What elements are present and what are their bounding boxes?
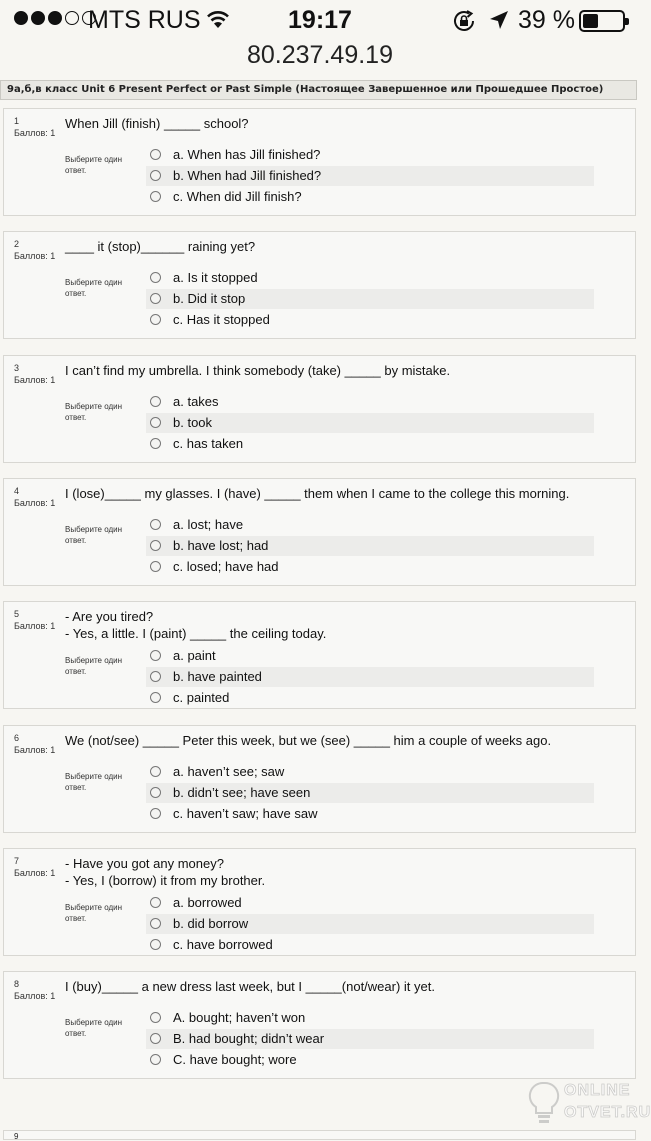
question-number: 7	[14, 856, 20, 866]
question-text	[65, 485, 569, 502]
radio-button[interactable]	[150, 1012, 161, 1023]
answer-instruction: Выберите один ответ.	[65, 155, 123, 175]
question-score: Баллов: 1	[14, 621, 56, 631]
question-score: Баллов: 1	[14, 375, 56, 385]
answer-instruction: Выберите один ответ.	[65, 402, 123, 422]
radio-button[interactable]	[150, 170, 161, 181]
answer-option[interactable]	[146, 893, 594, 913]
radio-button[interactable]	[150, 939, 161, 950]
answer-instruction: Выберите один ответ.	[65, 1018, 123, 1038]
answer-option-label[interactable]: c. losed; have had	[173, 559, 279, 574]
battery-percentage: 39 %	[518, 6, 575, 34]
question-score: Баллов: 1	[14, 251, 56, 261]
question-text-line: When Jill (finish) _____ school?	[65, 116, 249, 131]
radio-button[interactable]	[150, 191, 161, 202]
answer-option-label[interactable]: A. bought; haven’t won	[173, 1010, 306, 1025]
radio-button[interactable]	[150, 540, 161, 551]
answer-option-label[interactable]: b. didn’t see; have seen	[173, 785, 311, 800]
answer-option[interactable]	[146, 268, 594, 288]
radio-button[interactable]	[150, 766, 161, 777]
watermark-line1: ONLINE	[564, 1082, 631, 1099]
radio-button[interactable]	[150, 272, 161, 283]
answer-option[interactable]	[146, 935, 594, 955]
question-card	[3, 601, 636, 709]
question-card	[3, 971, 636, 1079]
question-card-next: 9	[3, 1130, 636, 1140]
answer-option[interactable]	[146, 187, 594, 207]
answer-option-label[interactable]: a. lost; have	[173, 517, 244, 532]
radio-button[interactable]	[150, 650, 161, 661]
question-text-line: I can’t find my umbrella. I think somebody (take) _____ by mistake.	[65, 363, 451, 378]
question-text-line: I (lose)_____ my glasses. I (have) _____ them when I came to the college this morning.	[65, 486, 570, 501]
answer-option-label[interactable]: a. paint	[173, 648, 216, 663]
answer-option-label[interactable]: a. Is it stopped	[173, 270, 258, 285]
radio-button[interactable]	[150, 519, 161, 530]
carrier-name: MTS RUS	[88, 6, 201, 34]
answer-option[interactable]	[146, 434, 594, 454]
question-text	[65, 608, 326, 642]
location-arrow-icon	[488, 9, 510, 38]
answer-option[interactable]	[146, 1008, 594, 1028]
question-number: 1	[14, 116, 20, 126]
answer-instruction: Выберите один ответ.	[65, 903, 123, 923]
radio-button[interactable]	[150, 293, 161, 304]
answer-option[interactable]	[146, 515, 594, 535]
question-text	[65, 115, 249, 132]
answer-option-label[interactable]: a. borrowed	[173, 895, 242, 910]
answer-option[interactable]	[146, 413, 594, 433]
radio-button[interactable]	[150, 787, 161, 798]
question-number: 5	[14, 609, 20, 619]
answer-option-label[interactable]: c. When did Jill finish?	[173, 189, 302, 204]
answer-instruction: Выберите один ответ.	[65, 278, 123, 298]
question-text-line: - Are you tired?	[65, 609, 154, 624]
address-bar[interactable]	[0, 40, 640, 76]
answer-option-label[interactable]: B. had bought; didn’t wear	[173, 1031, 325, 1046]
answer-option-label[interactable]: a. haven’t see; saw	[173, 764, 285, 779]
question-score: Баллов: 1	[14, 745, 56, 755]
quiz-title: 9а,б,в класс Unit 6 Present Perfect or Past Simple (Настоящее Завершенное или Прошедшее Простое)	[0, 80, 637, 100]
question-card	[3, 478, 636, 586]
answer-option[interactable]	[146, 762, 594, 782]
answer-option-label[interactable]: b. have lost; had	[173, 538, 269, 553]
answer-option-label[interactable]: b. Did it stop	[173, 291, 246, 306]
question-number: 4	[14, 486, 20, 496]
question-text	[65, 238, 255, 255]
answer-option-label[interactable]: b. When had Jill finished?	[173, 168, 322, 183]
question-score: Баллов: 1	[14, 128, 56, 138]
question-number: 8	[14, 979, 20, 989]
answer-option[interactable]	[146, 646, 594, 666]
answer-option-label[interactable]: c. has taken	[173, 436, 244, 451]
question-text-line: ____ it (stop)______ raining yet?	[65, 239, 256, 254]
answer-option[interactable]	[146, 804, 594, 824]
answer-option[interactable]	[146, 914, 594, 934]
answer-instruction: Выберите один ответ.	[65, 772, 123, 792]
answer-option-label[interactable]: b. did borrow	[173, 916, 249, 931]
answer-option[interactable]	[146, 1029, 594, 1049]
question-card	[3, 725, 636, 833]
radio-button[interactable]	[150, 1054, 161, 1065]
question-number: 2	[14, 239, 20, 249]
question-text	[65, 732, 551, 749]
question-text-line: We (not/see) _____ Peter this week, but we (see) _____ him a couple of weeks ago.	[65, 733, 552, 748]
question-card	[3, 848, 636, 956]
radio-button[interactable]	[150, 671, 161, 682]
radio-button[interactable]	[150, 417, 161, 428]
question-score: Баллов: 1	[14, 868, 56, 878]
answer-option[interactable]	[146, 310, 594, 330]
question-text	[65, 362, 450, 379]
watermark-line2: OTVET.RU	[564, 1104, 651, 1121]
answer-option-label[interactable]: b. have painted	[173, 669, 262, 684]
answer-option[interactable]	[146, 783, 594, 803]
question-card	[3, 108, 636, 216]
radio-button[interactable]	[150, 438, 161, 449]
answer-option[interactable]	[146, 536, 594, 556]
answer-option-label[interactable]: C. have bought; wore	[173, 1052, 297, 1067]
question-card	[3, 231, 636, 339]
lightbulb-icon	[526, 1080, 562, 1126]
answer-option[interactable]	[146, 667, 594, 687]
clock: 19:17	[288, 6, 352, 34]
question-number: 3	[14, 363, 20, 373]
answer-option-label[interactable]: c. painted	[173, 690, 230, 705]
answer-option-label[interactable]: a. takes	[173, 394, 219, 409]
radio-button[interactable]	[150, 314, 161, 325]
answer-option-label[interactable]: a. When has Jill finished?	[173, 147, 321, 162]
radio-button[interactable]	[150, 149, 161, 160]
answer-option[interactable]	[146, 166, 594, 186]
question-text-line: I (buy)_____ a new dress last week, but I _____(not/wear) it yet.	[65, 979, 435, 994]
question-text-line: - Have you got any money?	[65, 856, 224, 871]
answer-instruction: Выберите один ответ.	[65, 525, 123, 545]
answer-option[interactable]	[146, 1050, 594, 1070]
radio-button[interactable]	[150, 396, 161, 407]
answer-option[interactable]	[146, 557, 594, 577]
status-bar	[0, 0, 640, 40]
battery-icon	[579, 10, 625, 32]
question-score: Баллов: 1	[14, 498, 56, 508]
answer-option-label[interactable]: b. took	[173, 415, 213, 430]
answer-instruction: Выберите один ответ.	[65, 656, 123, 676]
url-text: 80.237.49.19	[247, 41, 393, 69]
answer-option-label[interactable]: c. haven’t saw; have saw	[173, 806, 318, 821]
question-score: Баллов: 1	[14, 991, 56, 1001]
question-text	[65, 855, 265, 889]
question-text-line: - Yes, a little. I (paint) _____ the ceiling today.	[65, 626, 327, 641]
radio-button[interactable]	[150, 808, 161, 819]
answer-option-label[interactable]: c. have borrowed	[173, 937, 273, 952]
question-text	[65, 978, 435, 995]
question-text-line: - Yes, I (borrow) it from my brother.	[65, 873, 266, 888]
question-card	[3, 355, 636, 463]
radio-button[interactable]	[150, 897, 161, 908]
answer-option[interactable]	[146, 289, 594, 309]
answer-option-label[interactable]: c. Has it stopped	[173, 312, 270, 327]
answer-option[interactable]	[146, 688, 594, 708]
radio-button[interactable]	[150, 561, 161, 572]
answer-option[interactable]	[146, 392, 594, 412]
watermark	[524, 1078, 651, 1128]
radio-button[interactable]	[150, 918, 161, 929]
radio-button[interactable]	[150, 1033, 161, 1044]
rotation-lock-icon	[452, 9, 476, 40]
answer-option[interactable]	[146, 145, 594, 165]
question-number: 6	[14, 733, 20, 743]
radio-button[interactable]	[150, 692, 161, 703]
